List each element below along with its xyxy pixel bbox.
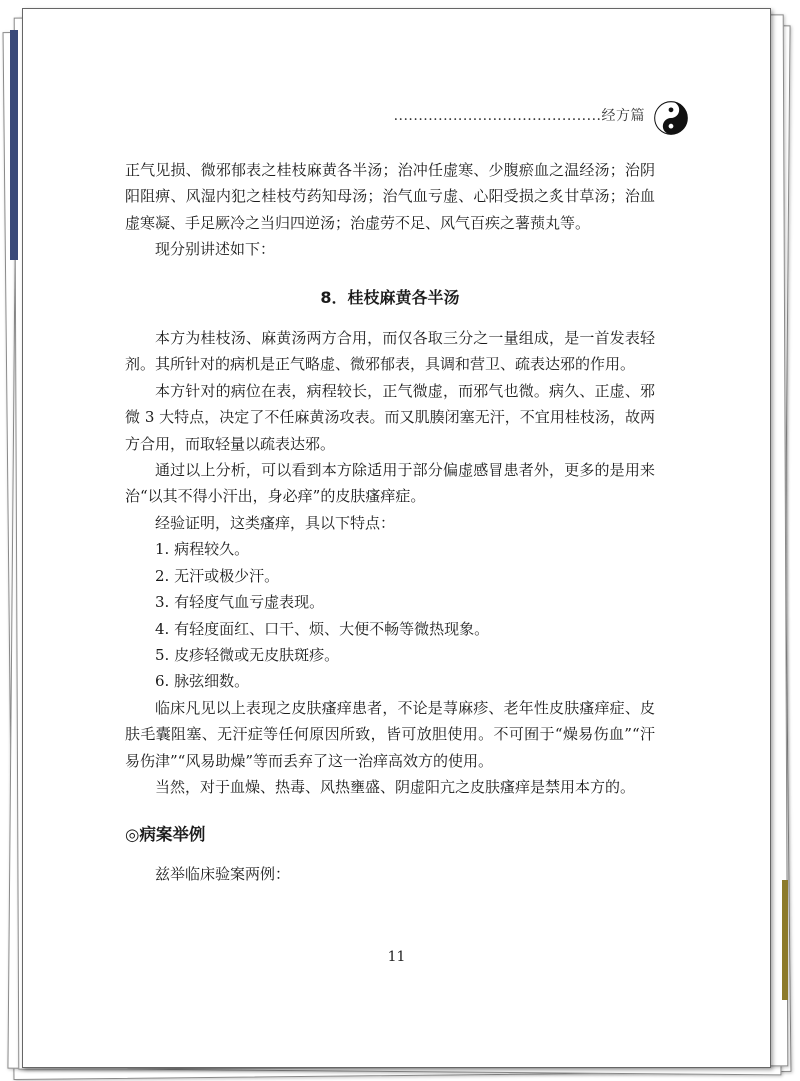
paragraph: 当然，对于血燥、热毒、风热壅盛、阴虚阳亢之皮肤瘙痒是禁用本方的。 xyxy=(155,777,636,796)
stack-cover-strip-left xyxy=(10,30,18,260)
feature-list-item: 4. 有轻度面红、口干、烦、大便不畅等微热现象。 xyxy=(155,619,490,638)
intro-tail: 现分别讲述如下： xyxy=(155,240,276,259)
feature-list-item: 5. 皮疹轻微或无皮肤斑疹。 xyxy=(155,645,340,664)
page-number: 11 xyxy=(387,949,406,965)
feature-list-item: 2. 无汗或极少汗。 xyxy=(155,566,280,585)
feature-list-item: 1. 病程较久。 xyxy=(155,540,250,559)
case-intro: 兹举临床验案两例： xyxy=(155,864,291,883)
paragraph: 通过以上分析，可以看到本方除适用于部分偏虚感冒患者外，更多的是用来治“以其不得小汗出，身必痒”的皮肤瘙痒症。 xyxy=(125,461,655,506)
book-page xyxy=(22,8,771,1068)
case-heading: ◎病案举例 xyxy=(125,825,206,845)
feature-list-item: 3. 有轻度气血亏虚表现。 xyxy=(155,593,325,612)
page-content xyxy=(125,157,655,887)
feature-list-item: 6. 脉弦细数。 xyxy=(155,672,250,691)
section-title: 8．桂枝麻黄各半汤 xyxy=(320,287,460,307)
yin-yang-icon xyxy=(654,101,688,135)
paragraph: 本方为桂枝汤、麻黄汤两方合用，而仅各取三分之一量组成，是一首发表轻剂。其所针对的病机是正气略虚、微邪郁表，具调和营卫、疏表达邪的作用。 xyxy=(125,329,655,374)
paragraph: 经验证明，这类瘙痒，具以下特点： xyxy=(155,513,396,532)
running-head: ..........................................经方篇 xyxy=(393,108,645,124)
stack-cover-strip-right xyxy=(782,880,788,1000)
paragraph: 临床凡见以上表现之皮肤瘙痒患者，不论是荨麻疹、老年性皮肤瘙痒症、皮肤毛囊阻塞、无汗症等任何原因所致，皆可放胆使用。不可囿于“燥易伤血”“汗易伤津”“风易助燥”等而丢弃了这一治痒高效方的使用。 xyxy=(125,698,655,770)
paragraph: 本方针对的病位在表，病程较长，正气微虚，而邪气也微。病久、正虚、邪微 3 大特点，决定了不任麻黄汤攻表。而又肌腠闭塞无汗，不宜用桂枝汤，故两方合用，而取轻量以疏表达邪。 xyxy=(125,381,655,453)
intro-paragraph: 正气见损、微邪郁表之桂枝麻黄各半汤；治冲任虚寒、少腹瘀血之温经汤；治阴阳阻痹、风湿内犯之桂枝芍药知母汤；治气血亏虚、心阳受损之炙甘草汤；治血虚寒凝、手足厥冷之当归四逆汤；治虚劳不足、风气百疾之薯蓣丸等。 xyxy=(125,161,655,232)
